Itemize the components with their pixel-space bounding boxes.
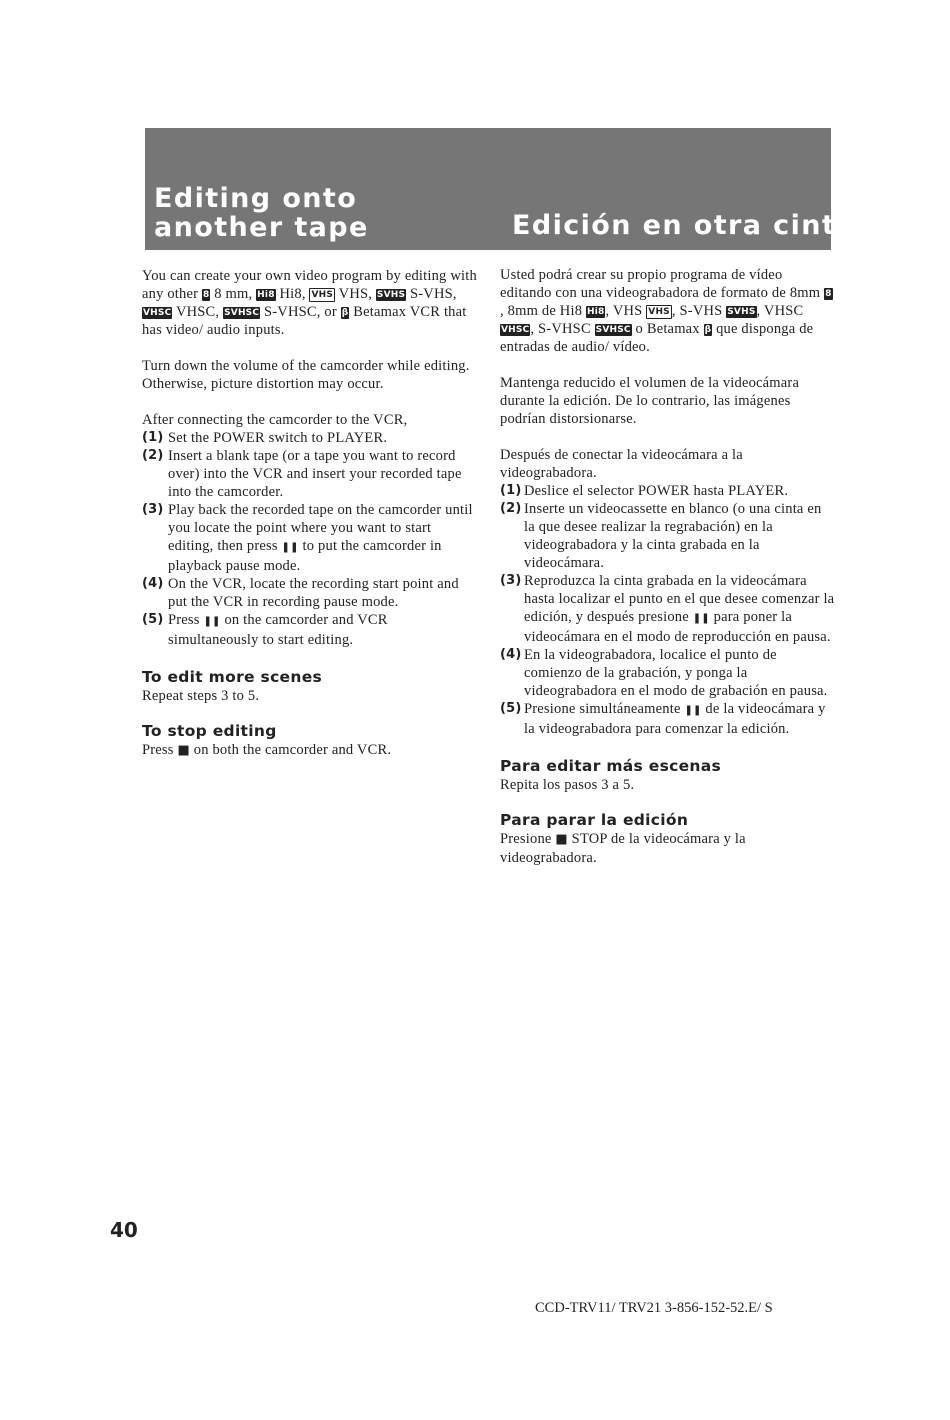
page-title-spanish: Edición en otra cinta bbox=[512, 210, 856, 241]
step-item: (3) Play back the recorded tape on the camcorder until you locate the point where you want to start editing, then press ❚❚ to put the camcorder in playback pause mode. bbox=[142, 502, 473, 574]
more-scenes-text: Repeat steps 3 to 5. bbox=[142, 688, 260, 704]
step-item: (2) Inserte un videocassette en blanco (o una cinta en la que desee realizar la regrabación) en la videograbadora y la cinta grabada en la videocámara. bbox=[500, 501, 822, 571]
vhsc-format-icon: VHSC bbox=[501, 325, 530, 335]
model-code: CCD-TRV11/ TRV21 3-856-152-52.E/ S bbox=[535, 1300, 773, 1316]
steps-intro: After connecting the camcorder to the VCR, bbox=[142, 412, 408, 428]
section-heading-more-scenes: To edit more scenes bbox=[142, 668, 323, 686]
pause-icon: ❚❚ bbox=[203, 616, 221, 627]
svhsc-format-icon: SVHSC bbox=[224, 308, 260, 318]
pause-icon: ❚❚ bbox=[281, 542, 299, 553]
vhsc-format-icon: VHSC bbox=[143, 308, 172, 318]
step-item: (5) Press ❚❚ on the camcorder and VCR simultaneously to start editing. bbox=[142, 612, 388, 648]
hi8-format-icon: Hi8 bbox=[586, 307, 605, 317]
volume-warning: Turn down the volume of the camcorder while editing. Otherwise, picture distortion may occur. bbox=[142, 358, 470, 392]
step-item: (4) On the VCR, locate the recording start point and put the VCR in recording pause mode. bbox=[142, 576, 459, 610]
stop-editing-text: Press ■ on both the camcorder and VCR. bbox=[142, 742, 392, 758]
section-heading-more-scenes: Para editar más escenas bbox=[500, 757, 722, 775]
hi8-format-icon: Hi8 bbox=[257, 290, 275, 300]
more-scenes-text: Repita los pasos 3 a 5. bbox=[500, 777, 635, 793]
betamax-format-icon: β bbox=[704, 325, 712, 335]
betamax-format-icon: β bbox=[341, 308, 349, 318]
section-heading-stop-editing: Para parar la edición bbox=[500, 811, 689, 829]
english-column bbox=[142, 267, 477, 776]
svhs-format-icon: SVHS bbox=[376, 290, 406, 300]
step-item: (1) Deslice el selector POWER hasta PLAYER. bbox=[500, 483, 789, 499]
pause-icon: ❚❚ bbox=[692, 613, 710, 624]
pause-icon: ❚❚ bbox=[684, 705, 702, 716]
svhs-format-icon: SVHS bbox=[727, 307, 756, 317]
step-item: (3) Reproduzca la cinta grabada en la videocámara hasta localizar el punto en el que desee comenzar la edición, y después presione ❚❚ para poner la videocámara en el modo de reproducción en pausa. bbox=[500, 573, 835, 645]
vhs-format-icon: VHS bbox=[648, 307, 670, 317]
page-number: 40 bbox=[110, 1218, 138, 1242]
stop-icon: ■ bbox=[555, 832, 568, 847]
steps-list bbox=[500, 482, 835, 738]
spanish-column bbox=[500, 266, 835, 883]
svhsc-format-icon: SVHSC bbox=[595, 325, 631, 335]
steps-intro: Después de conectar la videocámara a la videograbadora. bbox=[500, 447, 743, 481]
steps-list bbox=[142, 429, 477, 649]
step-item: (1) Set the POWER switch to PLAYER. bbox=[142, 430, 388, 446]
vhs-format-icon: VHS bbox=[311, 290, 334, 300]
stop-editing-text: Presione ■ STOP de la videocámara y la videograbadora. bbox=[500, 831, 746, 866]
section-heading-stop-editing: To stop editing bbox=[142, 722, 277, 740]
step-item: (2) Insert a blank tape (or a tape you want to record over) into the VCR and insert your recorded tape into the camcorder. bbox=[142, 448, 462, 500]
intro-paragraph: You can create your own video program by editing with any other 8 8 mm, Hi8 Hi8, VHS VHS, SVHS S-VHS, VHSC VHSC, SVHSC S-VHSC, or β Betamax VCR that has video/ audio inputs. bbox=[142, 268, 477, 338]
step-item: (5) Presione simultáneamente ❚❚ de la videocámara y la videograbadora para comenzar la edición. bbox=[500, 701, 826, 737]
title-banner bbox=[145, 128, 856, 250]
step-item: (4) En la videograbadora, localice el punto de comienzo de la grabación, y ponga la videograbadora en el modo de grabación en pausa. bbox=[500, 647, 828, 699]
8mm-format-icon: 8 bbox=[825, 289, 832, 299]
intro-paragraph: Usted podrá crear su propio programa de vídeo editando con una videograbadora de formato de 8mm 8, 8mm de Hi8 Hi8, VHS VHS , S-VHS SVHS, VHSC VHSC, S-VHSC SVHSC o Betamax β que disponga de entradas de audio/ vídeo. bbox=[500, 267, 832, 355]
volume-warning: Mantenga reducido el volumen de la videocámara durante la edición. De lo contrario, las imágenes podrían distorsionarse. bbox=[500, 375, 800, 427]
stop-icon: ■ bbox=[177, 743, 190, 758]
page-title-english: Editing onto another tape bbox=[154, 183, 369, 243]
8mm-format-icon: 8 bbox=[202, 290, 210, 300]
